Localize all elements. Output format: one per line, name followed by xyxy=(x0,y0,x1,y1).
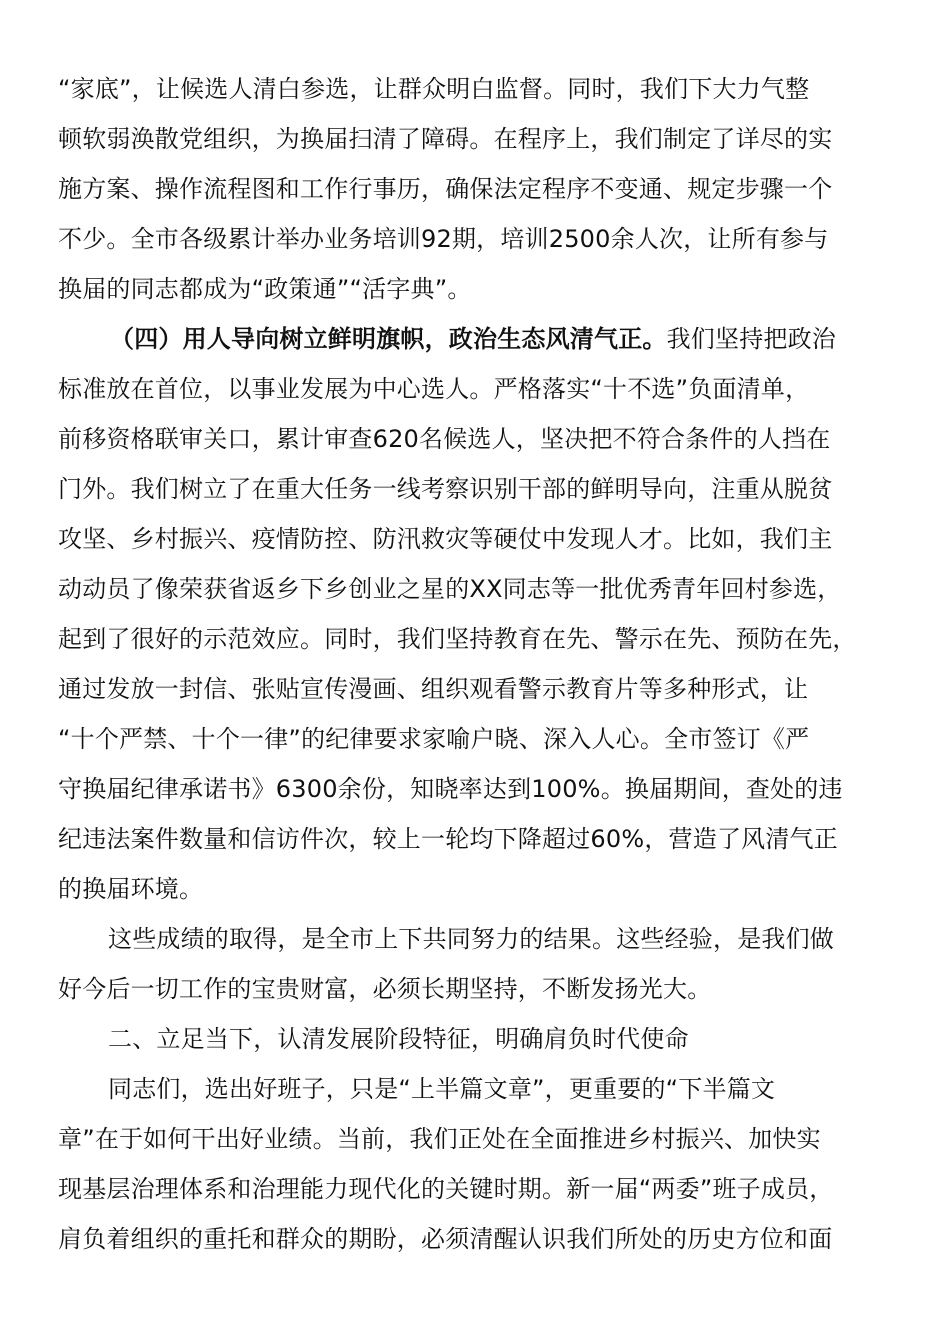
section-title-two: 二、立足当下，认清发展阶段特征，明确肩负时代使命 xyxy=(108,1025,689,1053)
paragraph-start-line: 同志们，选出好班子，只是“上半篇文章”，更重要的“下半篇文 xyxy=(108,1075,776,1103)
text-line: 攻坚、乡村振兴、疫情防控、防汛救灾等硬仗中发现人才。比如，我们主 xyxy=(58,525,833,553)
text-line: 现基层治理体系和治理能力现代化的关键时期。新一届“两委”班子成员， xyxy=(58,1175,834,1203)
section-heading-line xyxy=(110,324,900,354)
text-line: “家底”，让候选人清白参选，让群众明白监督。同时，我们下大力气整 xyxy=(58,75,810,103)
section-heading-trailing-text: 我们坚持把政治 xyxy=(666,325,837,353)
text-line: 换届的同志都成为“政策通”“活字典”。 xyxy=(58,275,472,303)
text-line: 施方案、操作流程图和工作行事历，确保法定程序不变通、规定步骤一个 xyxy=(58,175,833,203)
text-line: 动动员了像荣获省返乡下乡创业之星的XX同志等一批优秀青年回村参选， xyxy=(58,575,842,603)
text-line: 守换届纪律承诺书》6300余份，知晓率达到100%。换届期间，查处的违 xyxy=(58,775,843,803)
text-line: 纪违法案件数量和信访件次，较上一轮均下降超过60%，营造了风清气正 xyxy=(58,825,838,853)
text-line: 起到了很好的示范效应。同时，我们坚持教育在先、警示在先、预防在先， xyxy=(58,625,857,653)
text-line: “十个严禁、十个一律”的纪律要求家喻户晓、深入人心。全市签订《严 xyxy=(58,725,810,753)
text-line: 的换届环境。 xyxy=(58,875,204,903)
text-line: 通过发放一封信、张贴宣传漫画、组织观看警示教育片等多种形式，让 xyxy=(58,675,809,703)
text-line: 章”在于如何干出好业绩。当前，我们正处在全面推进乡村振兴、加快实 xyxy=(58,1125,821,1153)
text-line: 顿软弱涣散党组织，为换届扫清了障碍。在程序上，我们制定了详尽的实 xyxy=(58,125,833,153)
section-heading-four: （四）用人导向树立鲜明旗帜，政治生态风清气正。 xyxy=(110,325,667,353)
paragraph-start-line: 这些成绩的取得，是全市上下共同努力的结果。这些经验，是我们做 xyxy=(108,925,834,953)
text-line: 不少。全市各级累计举办业务培训92期，培训2500余人次，让所有参与 xyxy=(58,225,829,253)
text-line: 前移资格联审关口，累计审查620名候选人，坚决把不符合条件的人挡在 xyxy=(58,425,831,453)
text-line: 好今后一切工作的宝贵财富，必须长期坚持，不断发扬光大。 xyxy=(58,975,712,1003)
text-line: 门外。我们树立了在重大任务一线考察识别干部的鲜明导向，注重从脱贫 xyxy=(58,475,833,503)
text-line: 肩负着组织的重托和群众的期盼，必须清醒认识我们所处的历史方位和面 xyxy=(58,1225,833,1253)
text-line: 标准放在首位，以事业发展为中心选人。严格落实“十不选”负面清单， xyxy=(58,375,810,403)
